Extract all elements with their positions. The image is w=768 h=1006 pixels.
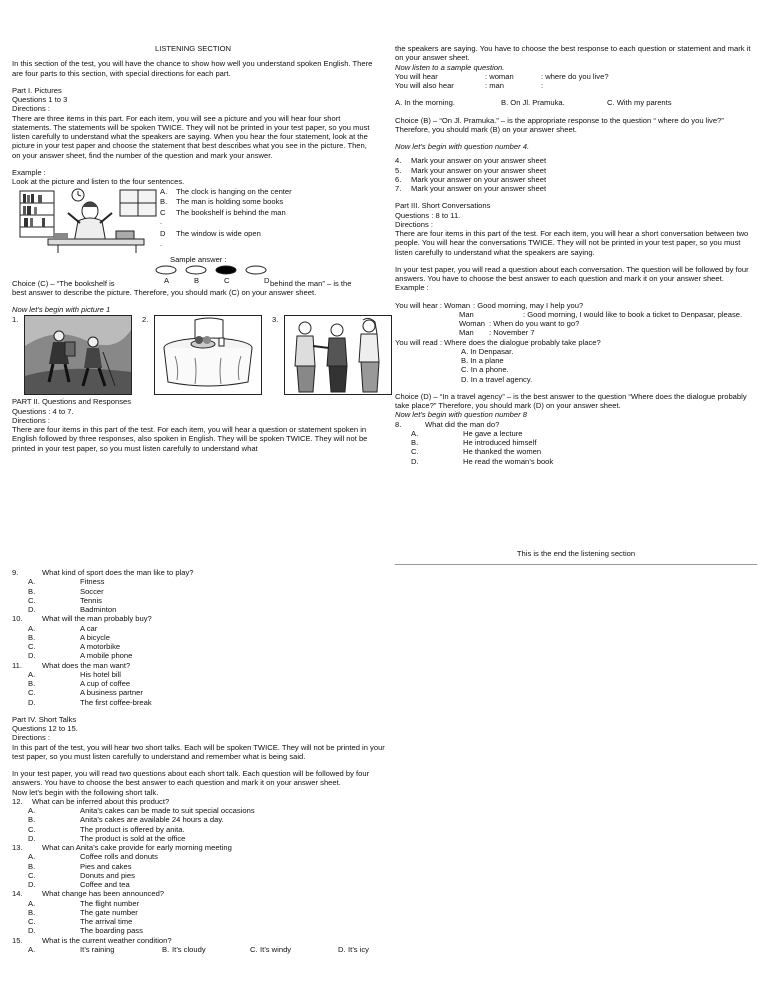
part2-directions: There are four items in this part of the test. For each item, you will hear a question or statement spoken in English followed by three responses, also spoken in English. They will be spoken TWICE. They will not be printed in your test paper, so you must listen carefully to understand what (12, 425, 368, 453)
bubble-a-label: A (164, 275, 170, 285)
q11-option-d: D. The first coffee-break (28, 697, 152, 707)
question-13: 13. What can Anita’s cake provide for early morning meeting (12, 843, 232, 852)
dialog-line-2: Man : Good morning, I would like to book a ticket to Denpasar, please. (459, 309, 743, 319)
part3-questions: Questions : 8 to 11. (395, 210, 461, 220)
q14-option-b: B. The gate number (28, 907, 138, 917)
example-block (12, 187, 374, 253)
q9-option-c: C. Tennis (28, 595, 102, 605)
mark-item-7: 7. Mark your answer on your answer sheet (395, 184, 547, 193)
part4-begin: Now let’s begin with the following short talk. (12, 787, 159, 797)
question-11: 11. What does the man want? (12, 660, 131, 670)
q12-option-c: C. The product is offered by anita. (28, 824, 185, 834)
q12-option-b: B. Anita’s cakes are available 24 hours a day. (28, 815, 224, 825)
table-chair-image (155, 316, 261, 394)
table-picture (154, 315, 262, 395)
part2-questions: Questions : 4 to 7. (12, 406, 74, 416)
mark-item-5: 5. Mark your answer on your answer sheet (395, 165, 547, 175)
read-option-c: C. In a phone. (461, 365, 509, 375)
q15-options: A. It’s raining B. It’s cloudy C. It’s windy D. It’s icy (28, 944, 369, 954)
mark-item-4: 4. Mark your answer on your answer sheet (395, 156, 547, 166)
part2-sample-label: Now listen to a sample question. (395, 62, 505, 72)
end-of-section: This is the end the listening section (516, 549, 636, 558)
picture-3-number: 3. (272, 315, 279, 325)
part3-directions-label: Directions : (395, 219, 433, 229)
part4-title: Part IV. Short Talks (12, 714, 77, 724)
q14-option-c: C. The arrival time (28, 917, 133, 926)
question-10: 10. What will the man probably buy? (12, 614, 152, 624)
picture-2 (142, 315, 262, 395)
hikers-image (25, 316, 131, 394)
part3-title: Part III. Short Conversations (395, 201, 491, 211)
q8-option-b: B. He introduced himself (411, 438, 537, 447)
read-option-b: B. In a plane (461, 356, 504, 365)
choice-text-c: best answer to describe the picture. Therefore, you should mark (C) on your answer sheet. (12, 287, 317, 297)
part1-title: Part I. Pictures (12, 85, 62, 95)
part2-directions-cont: the speakers are saying. You have to choose the best response to each question or statement and mark it on your answer sheet. (395, 44, 751, 63)
office-man-picture (18, 187, 160, 253)
q9-option-d: D. Badminton (28, 605, 117, 614)
part1-begin: Now let’s begin with picture 1 (12, 305, 111, 314)
picture-row (12, 315, 374, 395)
statement-c: C The bookshelf is behind the man (160, 207, 286, 217)
q11-option-c: C. A business partner (28, 688, 143, 698)
part1-example-instr: Look at the picture and listen to the four sentences. (12, 177, 185, 186)
q8-option-a: A. He gave a lecture (411, 428, 523, 438)
picture-2-number: 2. (142, 315, 149, 325)
q12-option-a: A. Anita’s cakes can be made to suit special occasions (28, 806, 255, 815)
q13-option-b: B. Pies and cakes (28, 861, 132, 871)
part2-title: PART II. Questions and Responses (12, 397, 132, 407)
question-12: 12. What can be inferred about this product? (12, 796, 170, 806)
q8-option-d: D. He read the woman’s book (411, 456, 554, 466)
q10-option-c: C. A motorbike (28, 642, 121, 651)
part3-directions2: In your test paper, you will read a question about each conversation. The question will be followed by four answers. You have to choose the best answer to each question and mark it on your answer sheet. (395, 264, 749, 283)
example-statements (160, 187, 374, 253)
part1-directions-label: Directions : (12, 104, 50, 114)
q13-option-c: C. Donuts and pies (28, 870, 135, 880)
hear-row-2: You will also hear : man : (395, 81, 544, 90)
dialog-line-4: Man : November 7 (459, 328, 535, 338)
picture-1-number: 1. (12, 315, 19, 325)
part1-questions: Questions 1 to 3 (12, 95, 68, 104)
dialog-line-1: You will hear : Woman : Good morning, may I help you? (395, 300, 584, 310)
section-divider (395, 564, 757, 565)
part4-directions-label: Directions : (12, 733, 50, 743)
q13-option-a: A. Coffee rolls and donuts (28, 852, 158, 862)
part2-directions-label: Directions : (12, 415, 50, 425)
people-picture (284, 315, 392, 395)
q8-option-c: C. He thanked the women (411, 447, 542, 457)
q10-option-a: A. A car (28, 623, 98, 633)
part4-directions2: In your test paper, you will read two questions about each short talk. Each question will be followed by four answers. You have to choose the best answer to each question and mark it on your answer sheet. (12, 769, 370, 788)
part4-directions: In this part of the test, you will hear two short talks. Each will be spoken TWICE. They will not be printed in your test paper, so you must listen carefully to understand and remember what is being said. (12, 742, 385, 761)
picture-1 (12, 315, 132, 395)
statement-b: B. The man is holding some books (160, 196, 284, 206)
q14-option-a: A. The flight number (28, 898, 140, 908)
sample-answer-bubbles (152, 265, 374, 287)
section-title: LISTENING SECTION (155, 44, 231, 53)
hear-row-1: You will hear : woman : where do you live? (395, 71, 609, 81)
mark-item-6: 6. Mark your answer on your answer sheet (395, 174, 547, 184)
bubble-c-label: C (224, 275, 230, 285)
question-15: 15. What is the current weather condition? (12, 935, 172, 945)
read-option-d: D. In a travel agency. (461, 374, 533, 384)
dialog-line-3: Woman : When do you want to go? (459, 319, 580, 328)
part4-questions: Questions 12 to 15. (12, 724, 78, 733)
part3-example-label: Example : (395, 283, 429, 293)
right-column (395, 44, 757, 466)
q11-option-b: B. A cup of coffee (28, 679, 131, 688)
hikers-picture (24, 315, 132, 395)
q10-option-b: B. A bicycle (28, 632, 110, 642)
part3-choice: Choice (D) – “In a travel agency” – is the best answer to the question “Where does the dialogue probably take place?” Therefore, you should mark (D) on your answer sheet. (395, 391, 747, 410)
q12-option-d: D. The product is sold at the office (28, 833, 186, 843)
question-8: 8. What did the man do? (395, 419, 500, 429)
read-question: You will read : Where does the dialogue probably take place? (395, 337, 601, 347)
sample-answer-label: Sample answer : (170, 255, 227, 265)
part1-example-label: Example : (12, 167, 46, 177)
q9-option-b: B. Soccer (28, 586, 104, 596)
part3-begin: Now let’s begin with question number 8 (395, 410, 527, 420)
statement-c-dot: . (160, 217, 163, 226)
part2-begin: Now let’s begin with question number 4. (395, 142, 530, 151)
example-picture (18, 187, 160, 253)
bubble-b-label: B (194, 275, 200, 285)
statement-d: D The window is wide open (160, 229, 261, 239)
question-14: 14. What change has been announced? (12, 889, 165, 899)
choice-text-b: behind the man” – is the (270, 278, 352, 288)
q10-option-d: D. A mobile phone (28, 651, 133, 661)
three-people-image (285, 316, 391, 394)
statement-d-dot: . (160, 238, 163, 248)
part3-directions: There are four items in this part of the test. For each item, you will hear a short conversation between two people. You will hear the conversations TWICE. They will not be printed in your test paper, so you must listen carefully to understand what the speakers are saying. (395, 229, 749, 257)
read-option-a: A. In Denpasar. (461, 346, 514, 356)
intro-text: In this section of the test, you will have the chance to show how well you understand spoken English. There are four parts to this section, with special directions for each part. (12, 59, 373, 78)
bottom-column (12, 568, 392, 954)
answer-bubbles (152, 265, 282, 275)
statement-a: A. The clock is hanging on the center (160, 187, 292, 197)
q11-option-a: A. His hotel bill (28, 669, 121, 679)
q14-option-d: D. The boarding pass (28, 926, 143, 936)
left-column (12, 44, 374, 453)
sample-responses: A. In the morning. B. On Jl. Pramuka. C. With my parents (395, 98, 672, 108)
picture-3 (272, 315, 392, 395)
q13-option-d: D. Coffee and tea (28, 880, 130, 889)
choice-text-a: Choice (C) – “The bookshelf is (12, 278, 115, 288)
part1-directions: There are three items in this part. For each item, you will see a picture and you will hear four short statements. The statements will be spoken TWICE. They will not be printed in your test paper, so you must listen carefully to understand what the speakers are saying. When you hear the four statement, look at the picture in your test paper and choose the statement that best describes what you see in the picture. Then, on your answer sheet, find the number of the question and mark your answer. (12, 113, 370, 160)
part2-choice: Choice (B) – “On Jl. Pramuka.” – is the appropriate response to the question “ where do you live?” Therefore, you should mark (B) on your answer sheet. (395, 115, 724, 134)
question-9: 9. What kind of sport does the man like to play? (12, 568, 194, 577)
bubble-d-label: D (264, 275, 270, 285)
q9-option-a: A. Fitness (28, 577, 105, 587)
